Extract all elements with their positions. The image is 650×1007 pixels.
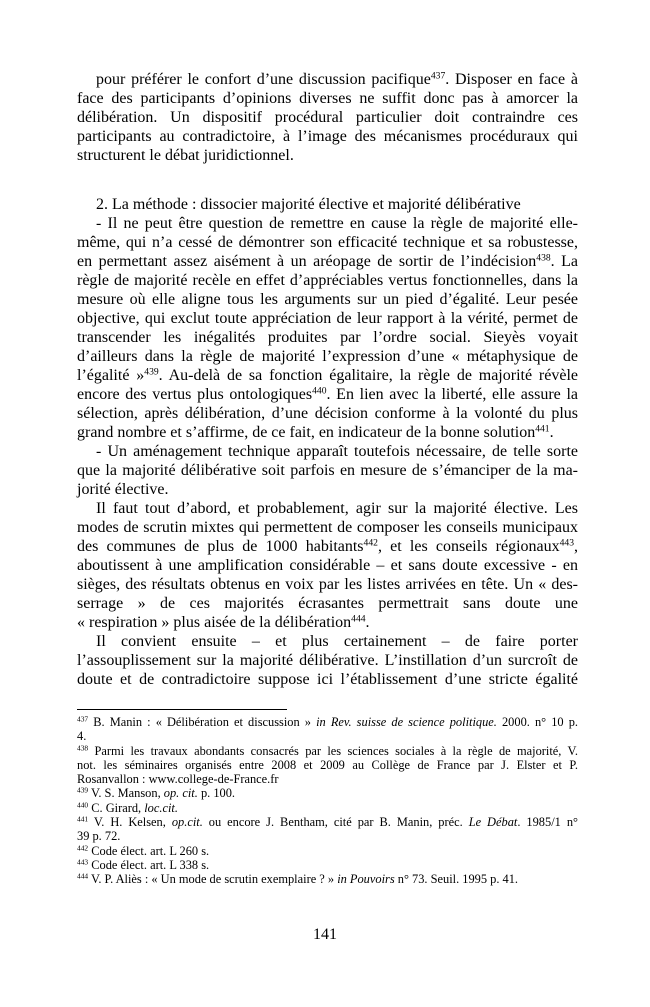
text-run: face des participants d’opinions diverses ne suffit donc pas à amorcer la <box>77 90 578 107</box>
text-run: - Il ne peut être question de remettre en cause la règle de majorité elle- <box>96 215 578 232</box>
text-run: not. les séminaires organisés entre 2008 et 2009 au Collège de France par J. Elster et P. <box>77 757 578 772</box>
text-run: p. 100. <box>197 786 236 801</box>
text-run: V. P. Aliès : « Un mode de scrutin exemplaire ? » <box>88 872 338 887</box>
text-line <box>77 442 578 461</box>
text-run: . Au-delà de sa fonction égalitaire, la règle de majorité révèle <box>158 367 578 384</box>
footnote-ref: 441 <box>77 814 89 824</box>
italic-text: in Rev. suisse de science politique. <box>316 715 497 729</box>
text-run: - Un aménagement technique apparaît toutefois nécessaire, de telle sorte <box>96 443 578 460</box>
paragraph <box>77 499 578 632</box>
text-run: sélection, après délibération, d’une décision conforme à la volonté du plus <box>77 405 578 422</box>
text-run: . 1985/1 n° <box>517 815 578 830</box>
footnote <box>77 744 578 787</box>
body-text <box>77 70 578 689</box>
paragraph <box>77 214 578 442</box>
text-line <box>77 108 578 127</box>
text-run: , et les conseils régionaux <box>377 538 560 555</box>
text-line <box>77 366 578 385</box>
footnote-ref: 440 <box>312 385 327 397</box>
text-line <box>77 70 578 89</box>
footnote <box>77 801 578 815</box>
text-run: 4. <box>77 729 87 744</box>
italic-text: op. cit. <box>163 786 198 801</box>
text-line <box>77 670 578 689</box>
paragraph <box>77 70 578 165</box>
text-run: même, qui n’a cessé de démontrer son efficacité technique et sa robustesse, <box>77 234 578 251</box>
text-line <box>77 858 578 872</box>
footnote-ref: 438 <box>536 252 551 264</box>
text-line <box>77 328 578 347</box>
text-run: Parmi les travaux abondants consacrés par les sciences sociales à la règle de majorité, V. <box>88 743 578 758</box>
text-run: mesure où elle aligne tous les arguments sur un pied d’égalité. Leur pesée <box>77 291 578 308</box>
footnote-ref: 439 <box>144 366 159 378</box>
text-line <box>77 829 578 843</box>
footnote-ref: 437 <box>430 70 446 82</box>
text-line <box>77 480 578 499</box>
text-run: sièges, des résultats obtenus en voix par les listes arrivées en tête. Un « des- <box>77 576 578 593</box>
text-line <box>77 233 578 252</box>
text-run: 2. La méthode : dissocier majorité élective et majorité délibérative <box>96 196 521 213</box>
text-run: 2000. n° 10 p. <box>496 715 579 729</box>
paragraph <box>77 442 578 499</box>
footnote-ref: 440 <box>77 800 89 810</box>
text-run: . <box>365 614 370 631</box>
text-line <box>77 89 578 108</box>
text-line <box>77 404 578 423</box>
footnote-ref: 444 <box>351 613 366 625</box>
text-line <box>77 872 578 886</box>
text-line <box>77 815 578 829</box>
text-line <box>77 146 578 165</box>
footnote <box>77 844 578 858</box>
text-run: transcender les inégalités produites par l’ordre social. Sieyès voyait <box>77 329 578 346</box>
text-line <box>77 271 578 290</box>
text-line <box>77 537 578 556</box>
text-run: objective, qui exclut toute appréciation de leur rapport à la vérité, permet de <box>77 310 578 327</box>
text-line <box>77 632 578 651</box>
text-run: . <box>549 424 554 441</box>
text-run: Il convient ensuite – et plus certainement – de faire porter <box>96 633 578 650</box>
footnote-separator <box>77 709 287 710</box>
text-line <box>77 786 578 800</box>
text-run: serrage » de ces majorités écrasantes permettrait sans doute une <box>77 595 578 612</box>
text-run: Rosanvallon : www.college-de-France.fr <box>77 772 279 787</box>
text-line <box>77 309 578 328</box>
text-run: règle de majorité recèle en effet d’appréciables vertus fonctionnelles, dans la <box>77 272 578 289</box>
text-line <box>77 594 578 613</box>
text-run: que la majorité délibérative soit parfois en mesure de s’émanciper de la ma- <box>77 462 578 479</box>
text-run: en permettant assez aisément à un aréopage de sortir de l’indécision <box>77 253 537 270</box>
text-run: , <box>574 538 579 555</box>
text-line <box>77 195 578 214</box>
italic-text: loc.cit. <box>144 800 178 815</box>
footnote-ref: 442 <box>77 843 89 853</box>
text-run: . Disposer en face à <box>445 71 578 88</box>
text-run: V. S. Manson, <box>88 786 164 801</box>
text-run: d’ailleurs dans la règle de majorité l’expression d’une « métaphysique de <box>77 348 578 365</box>
text-line <box>77 801 578 815</box>
italic-text: Le Débat <box>468 815 518 830</box>
text-run: structurent le débat juridictionnel. <box>77 147 294 164</box>
text-run: V. H. Kelsen, <box>88 815 172 830</box>
text-line <box>77 613 578 632</box>
text-run: l’égalité » <box>77 367 145 384</box>
text-run: n° 73. Seuil. 1995 p. 41. <box>394 872 519 887</box>
text-line <box>77 772 578 786</box>
text-line <box>77 518 578 537</box>
text-line <box>77 715 578 729</box>
text-run: B. Manin : « Délibération et discussion » <box>88 715 317 729</box>
footnote-ref: 439 <box>77 786 89 796</box>
text-run: Il faut tout d’abord, et probablement, agir sur la majorité élective. Les <box>96 500 578 517</box>
text-run: Code élect. art. L 338 s. <box>88 857 210 872</box>
text-line <box>77 844 578 858</box>
footnote-ref: 443 <box>559 537 575 549</box>
text-run: l’assouplissement sur la majorité délibérative. L’instillation d’un surcroît de <box>77 652 578 669</box>
text-run: ou encore J. Bentham, cité par B. Manin, préc. <box>202 815 469 830</box>
italic-text: op.cit. <box>171 815 203 830</box>
footnote-ref: 443 <box>77 857 89 867</box>
text-line <box>77 461 578 480</box>
text-line <box>77 729 578 743</box>
text-run: modes de scrutin mixtes qui permettent de composer les conseils municipaux <box>77 519 578 536</box>
text-line <box>77 651 578 670</box>
text-run: jorité élective. <box>77 481 169 498</box>
text-run: grand nombre et s’affirme, de ce fait, en indicateur de la bonne solution <box>77 424 536 441</box>
text-line <box>77 252 578 271</box>
text-run: . La <box>550 253 579 270</box>
text-run: des communes de plus de 1000 habitants <box>77 538 364 555</box>
text-run: participants au contradictoire, à l’image des mécanismes procéduraux qui <box>77 128 578 145</box>
text-line <box>77 758 578 772</box>
footnote <box>77 786 578 800</box>
italic-text: in Pouvoirs <box>337 872 395 887</box>
footnote-ref: 441 <box>535 423 550 435</box>
text-run: pour préférer le confort d’une discussion pacifique <box>96 71 431 88</box>
text-line <box>77 556 578 575</box>
page-number: 141 <box>313 926 337 943</box>
footnote-ref: 437 <box>77 714 89 724</box>
text-run: . En lien avec la liberté, elle assure la <box>326 386 579 403</box>
paragraph <box>77 632 578 689</box>
text-line <box>77 575 578 594</box>
footnote-ref: 442 <box>363 537 378 549</box>
text-run: Code élect. art. L 260 s. <box>88 843 210 858</box>
section-heading <box>77 195 578 214</box>
text-run: aboutissent à une amplification considérable – et sans doute excessive - en <box>77 557 578 574</box>
text-run: encore des vertus plus ontologiques <box>77 386 313 403</box>
footnote <box>77 872 578 886</box>
text-line <box>77 385 578 404</box>
text-line <box>77 744 578 758</box>
text-line <box>77 347 578 366</box>
text-run: « respiration » plus aisée de la délibération <box>77 614 352 631</box>
footnote-ref: 438 <box>77 743 89 753</box>
text-run: C. Girard, <box>88 800 145 815</box>
text-line <box>77 214 578 233</box>
text-line <box>77 423 578 442</box>
text-run: délibération. Un dispositif procédural particulier doit contraindre ces <box>77 109 578 126</box>
text-run: 39 p. 72. <box>77 829 121 844</box>
text-line <box>77 499 578 518</box>
footnote <box>77 715 578 744</box>
footnote <box>77 858 578 872</box>
text-run: doute et de contradictoire suppose ici l’établissement d’une stricte égalité <box>77 671 578 688</box>
footnote-ref: 444 <box>77 871 89 881</box>
footnotes <box>77 715 578 887</box>
text-line <box>77 290 578 309</box>
text-line <box>77 127 578 146</box>
footnote <box>77 815 578 844</box>
